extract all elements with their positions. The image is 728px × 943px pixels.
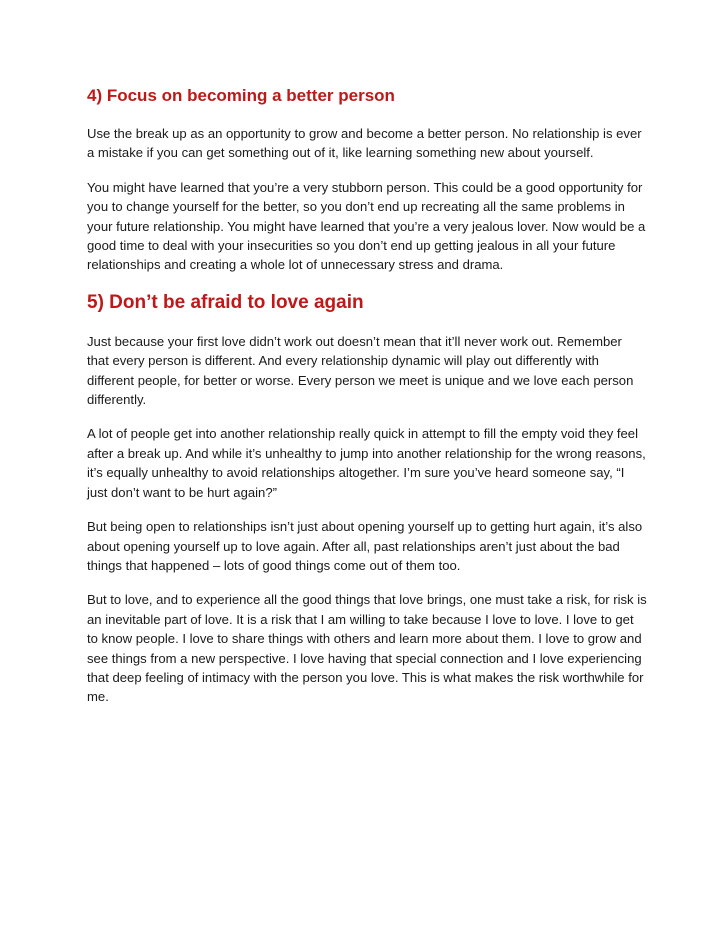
section-heading: 4) Focus on becoming a better person — [87, 86, 395, 105]
paragraph: You might have learned that you’re a very stubborn person. This could be a good opportunity for you to change yourself for the better, so you don’t end up recreating all the same problems in your future relationship. You might have learned that you’re a very jealous lover. Now would be a good time to deal with your insecurities so you don’t end up getting jealous in all your future relationships and creating a whole lot of unnecessary stress and drama. — [87, 179, 646, 273]
paragraph: A lot of people get into another relationship really quick in attempt to fill the empty void they feel after a break up. And while it’s unhealthy to jump into another relationship for the wrong reasons, it’s equally unhealthy to avoid relationships altogether. I’m sure you’ve heard someone say, “I just don’t want to be hurt again?” — [87, 426, 646, 500]
paragraph: Just because your first love didn’t work out doesn’t mean that it’ll never work out. Remember that every person is different. And every relationship dynamic will play out differently with different people, for better or worse. Every person we meet is unique and we love each person differently. — [87, 333, 634, 408]
document-page — [87, 0, 647, 722]
paragraph: Use the break up as an opportunity to grow and become a better person. No relationship is ever a mistake if you can get something out of it, like learning something new about yourself. — [87, 126, 642, 161]
paragraph: But being open to relationships isn’t just about opening yourself up to getting hurt again, it’s also about opening yourself up to love again. After all, past relationships aren’t just about the bad things that happened – lots of good things come out of them too. — [87, 519, 643, 573]
section-heading: 5) Don’t be afraid to love again — [87, 291, 364, 313]
section-love-again — [87, 292, 647, 707]
section-focus-better-person — [87, 86, 647, 275]
paragraph: But to love, and to experience all the good things that love brings, one must take a risk, for risk is an inevitable part of love. It is a risk that I am willing to take because I love to love. I love to get to know people. I love to share things with others and learn more about them. I love to grow and see things from a new perspective. I love having that special connection and I love experiencing that deep feeling of intimacy with the person you love. This is what makes the risk worthwhile for me. — [87, 592, 647, 705]
